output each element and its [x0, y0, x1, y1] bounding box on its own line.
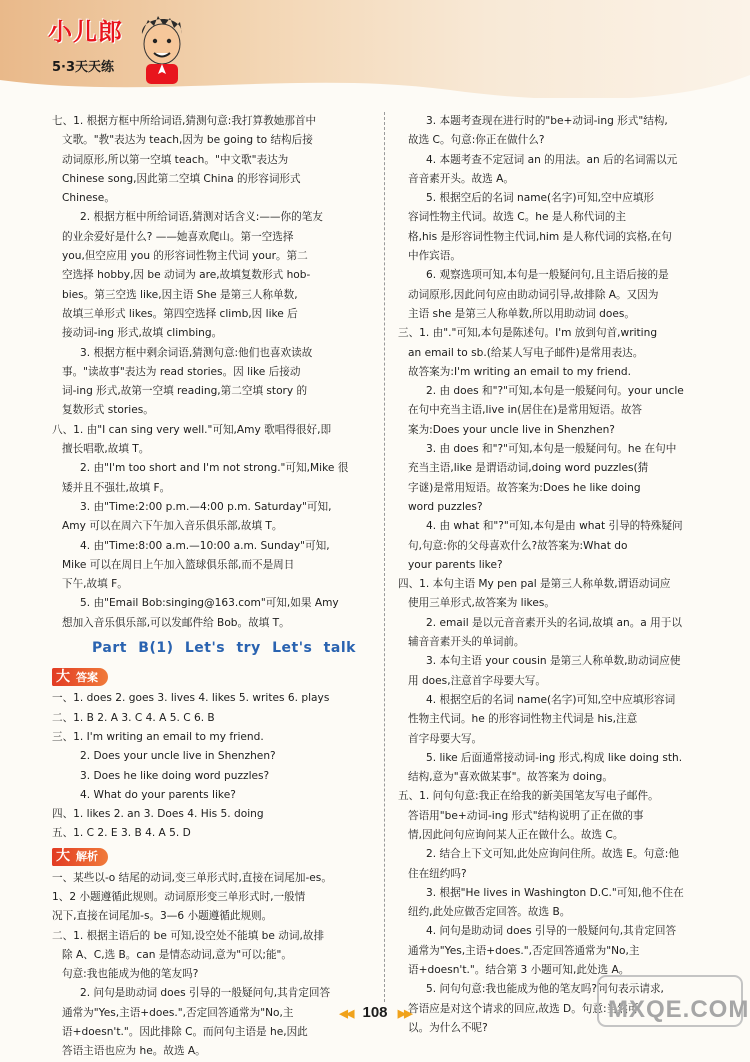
text-line: 故填三单形式 likes。第四空选择 climb,因 like 后	[62, 307, 298, 320]
text-line: word puzzles?	[408, 500, 483, 513]
part-title: Part B(1) Let's try Let's talk	[92, 640, 356, 657]
text-line: 4. 问句是助动词 does 引导的一般疑问句,其肯定回答	[426, 925, 677, 938]
right-column-lines	[398, 112, 716, 1038]
text-line: 的业余爱好是什么? ——她喜欢爬山。第一空选择	[62, 230, 294, 243]
text-line: 用 does,注意首字母要大写。	[408, 674, 546, 687]
analysis-line: 语+doesn't."。因此排除 C。而问句主语是 he,因此	[62, 1026, 308, 1039]
text-line: Chinese song,因此第二空填 China 的形容词形式	[62, 172, 301, 185]
left-column-lines	[52, 112, 374, 633]
logo-subtitle: 5·3天天练	[52, 60, 115, 75]
text-line: 3. 本题考查现在进行时的"be+动词-ing 形式"结构,	[426, 115, 668, 127]
analysis-line: 答语主语也应为 he。故选 A。	[62, 1045, 206, 1058]
cartoon-boy-icon	[136, 10, 188, 86]
text-line: 以。为什么不呢?	[408, 1021, 488, 1034]
text-line: 5. 根据空后的名词 name(名字)可知,空中应填形	[426, 192, 655, 205]
text-line: 4. 本题考查不定冠词 an 的用法。an 后的名词需以元	[426, 153, 678, 166]
text-line: 2. 由"I'm too short and I'm not strong."可知,Mike 很	[80, 462, 349, 475]
analysis-tag-badge: 大	[56, 848, 70, 865]
text-line: 通常为"Yes,主语+does.",否定回答通常为"No,主	[408, 944, 640, 957]
brand-logo	[40, 8, 190, 94]
text-line: 接动词-ing 形式,故填 climbing。	[62, 327, 223, 340]
text-line: 故选 C。句意:你正在做什么?	[408, 134, 545, 147]
analysis-tag	[52, 848, 108, 866]
text-line: 2. 结合上下文可知,此处应询问住所。故选 E。句意:他	[426, 848, 679, 861]
text-line: 6. 观察选项可知,本句是一般疑问句,且主语后接的是	[426, 269, 669, 282]
text-line: 使用三单形式,故答案为 likes。	[408, 597, 555, 610]
analysis-line: 一、某些以-o 结尾的动词,变三单形式时,直接在词尾加-es。	[52, 871, 332, 884]
analysis-line: 除 A、C,选 B。can 是情态动词,意为"可以;能"。	[62, 948, 292, 961]
text-line: 2. 由 does 和"?"可知,本句是一般疑问句。your uncle	[426, 385, 684, 398]
text-line: 3. 本句主语 your cousin 是第三人称单数,助动词应使	[426, 655, 681, 668]
text-line: 4. 由 what 和"?"可知,本句是由 what 引导的特殊疑问	[426, 520, 683, 533]
analysis-line: 况下,直接在词尾加-s。3—6 小题遵循此规则。	[52, 910, 273, 923]
analysis-line: 二、1. 根据主语后的 be 可知,设空处不能填 be 动词,故排	[52, 929, 325, 942]
analysis-line: 1、2 小题遵循此规则。动词原形变三单形式时,一般情	[52, 890, 306, 903]
analysis-tag-label: 解析	[76, 850, 98, 864]
text-line: 格,his 是形容词性物主代词,him 是人称代词的宾格,在句	[408, 230, 672, 243]
text-line: 下午,故填 F。	[62, 578, 128, 591]
analysis-line: 句意:我也能成为他的笔友吗?	[62, 968, 199, 981]
text-line: 主语 she 是第三人称单数,所以用助动词 does。	[408, 307, 635, 320]
text-line: 在句中充当主语,live in(居住在)是常用短语。故答	[408, 404, 643, 417]
text-line: Amy 可以在周六下午加入音乐俱乐部,故填 T。	[62, 520, 283, 533]
answer-line: 三、1. I'm writing an email to my friend.	[52, 730, 264, 743]
text-line: 句,句意:你的父母喜欢什么?故答案为:What do	[408, 539, 628, 552]
text-line: 5. 由"Email Bob:singing@163.com"可知,如果 Amy	[80, 597, 339, 610]
answer-tag-badge: 大	[56, 668, 70, 685]
text-line: 三、1. 由"."可知,本句是陈述句。I'm 放到句首,writing	[398, 327, 658, 340]
watermark	[596, 972, 750, 1030]
text-line: your parents like?	[408, 558, 503, 571]
answer-tag-label: 答案	[76, 670, 98, 684]
text-line: 语+doesn't."。结合第 3 小题可知,此处选 A。	[408, 964, 630, 977]
text-line: 复数形式 stories。	[62, 404, 154, 417]
text-line: bies。第三空选 like,因主语 She 是第三人称单数,	[62, 288, 298, 301]
text-line: 案为:Does your uncle live in Shenzhen?	[408, 423, 615, 436]
text-line: an email to sb.(给某人写电子邮件)是常用表达。	[408, 346, 644, 359]
text-line: 纽约,此处应做否定回答。故选 B。	[408, 906, 571, 919]
left-column	[52, 112, 374, 1062]
text-line: 5. 问句句意:我也能成为他的笔友吗?问句表示请求,	[426, 983, 664, 996]
answer-lines	[52, 689, 374, 843]
text-line: Mike 可以在周日上午加入篮球俱乐部,而不是周日	[62, 558, 295, 571]
text-line: 字谜)是常用短语。故答案为:Does he like doing	[408, 481, 641, 494]
watermark-text: MXQE.COM	[608, 996, 750, 1023]
text-line: 情,因此问句应询问某人正在做什么。故选 C。	[408, 828, 624, 841]
text-line: 3. 根据"He lives in Washington D.C."可知,他不住在	[426, 886, 684, 899]
text-line: 答语用"be+动词-ing 形式"结构说明了正在做的事	[408, 809, 644, 822]
text-line: 文歌。"教"表达为 teach,因为 be going to 结构后接	[62, 134, 313, 147]
answer-line: 3. Does he like doing word puzzles?	[80, 769, 270, 782]
text-line: 中作宾语。	[408, 250, 461, 263]
analysis-line: 2. 问句是助动词 does 引导的一般疑问句,其肯定回答	[80, 987, 331, 1000]
text-line: 性物主代词。he 的形容词性物主代词是 his,注意	[408, 713, 638, 726]
text-line: 答语应是对这个请求的回应,故选 D。句意:当然可	[408, 1002, 639, 1015]
answer-line: 2. Does your uncle live in Shenzhen?	[80, 750, 276, 763]
answer-line: 二、1. B 2. A 3. C 4. A 5. C 6. B	[52, 711, 215, 724]
answer-line: 一、1. does 2. goes 3. lives 4. likes 5. writes 6. plays	[52, 692, 330, 705]
text-line: 五、1. 问句句意:我正在给我的新美国笔友写电子邮件。	[398, 790, 659, 803]
text-line: 故答案为:I'm writing an email to my friend.	[408, 365, 632, 378]
answer-line: 四、1. likes 2. an 3. Does 4. His 5. doing	[52, 808, 264, 821]
text-line: 擅长唱歌,故填 T。	[62, 443, 150, 456]
text-line: 矮并且不强壮,故填 F。	[62, 481, 171, 494]
text-line: 四、1. 本句主语 My pen pal 是第三人称单数,谓语动词应	[398, 578, 671, 591]
page-number: 108	[362, 1004, 388, 1021]
right-arrows-icon: ▶▶	[397, 1008, 411, 1020]
text-line: 动词原形,因此问句应由助动词引导,故排除 A。又因为	[408, 288, 659, 301]
text-line: 3. 由 does 和"?"可知,本句是一般疑问句。he 在句中	[426, 443, 677, 456]
answer-line: 4. What do your parents like?	[80, 788, 236, 801]
column-divider	[384, 112, 385, 1002]
text-line: 事。"读故事"表达为 read stories。因 like 后接动	[62, 365, 301, 378]
analysis-lines	[52, 869, 374, 1062]
logo-title: 小儿郎	[48, 18, 123, 46]
text-line: 住在纽约吗?	[408, 867, 467, 880]
text-line: 结构,意为"喜欢做某事"。故答案为 doing。	[408, 771, 613, 784]
text-line: you,但空应用 you 的形容词性物主代词 your。第二	[62, 250, 308, 263]
text-line: Chinese。	[62, 192, 115, 205]
text-line: 3. 由"Time:2:00 p.m.—4:00 p.m. Saturday"可知,	[80, 500, 332, 513]
header-banner	[0, 0, 750, 98]
text-line: 充当主语,like 是谓语动词,doing word puzzles(猜	[408, 462, 649, 475]
text-line: 想加入音乐俱乐部,可以发邮件给 Bob。故填 T。	[62, 616, 290, 629]
text-line: 3. 根据方框中剩余词语,猜测句意:他们也喜欢读故	[80, 346, 313, 359]
text-line: 动词原形,所以第一空填 teach。"中文歌"表达为	[62, 153, 289, 166]
right-column	[398, 112, 716, 1038]
text-line: 首字母要大写。	[408, 732, 483, 745]
text-line: 容词性物主代词。故选 C。he 是人称代词的主	[408, 211, 627, 224]
text-line: 空选择 hobby,因 be 动词为 are,故填复数形式 hob-	[62, 269, 311, 282]
text-line: 4. 由"Time:8:00 a.m.—10:00 a.m. Sunday"可知,	[80, 539, 330, 552]
text-line: 5. like 后面通常接动词-ing 形式,构成 like doing sth.	[426, 751, 683, 764]
text-line: 七、1. 根据方框中所给词语,猜测句意:我打算教她那首中	[52, 115, 317, 127]
text-line: 音音素开头。故选 A。	[408, 172, 514, 185]
answer-tag	[52, 668, 108, 686]
answer-line: 五、1. C 2. E 3. B 4. A 5. D	[52, 827, 191, 840]
analysis-line: 通常为"Yes,主语+does.",否定回答通常为"No,主	[62, 1006, 294, 1019]
text-line: 2. 根据方框中所给词语,猜测对话含义:——你的笔友	[80, 211, 323, 224]
text-line: 4. 根据空后的名词 name(名字)可知,空中应填形容词	[426, 693, 676, 706]
text-line: 八、1. 由"I can sing very well."可知,Amy 歌唱得很好,即	[52, 423, 332, 436]
text-line: 2. email 是以元音音素开头的名词,故填 an。a 用于以	[426, 616, 682, 629]
left-arrows-icon: ◀◀	[339, 1008, 353, 1020]
text-line: 词-ing 形式,故第一空填 reading,第二空填 story 的	[62, 385, 308, 398]
text-line: 辅音音素开头的单词前。	[408, 636, 525, 649]
